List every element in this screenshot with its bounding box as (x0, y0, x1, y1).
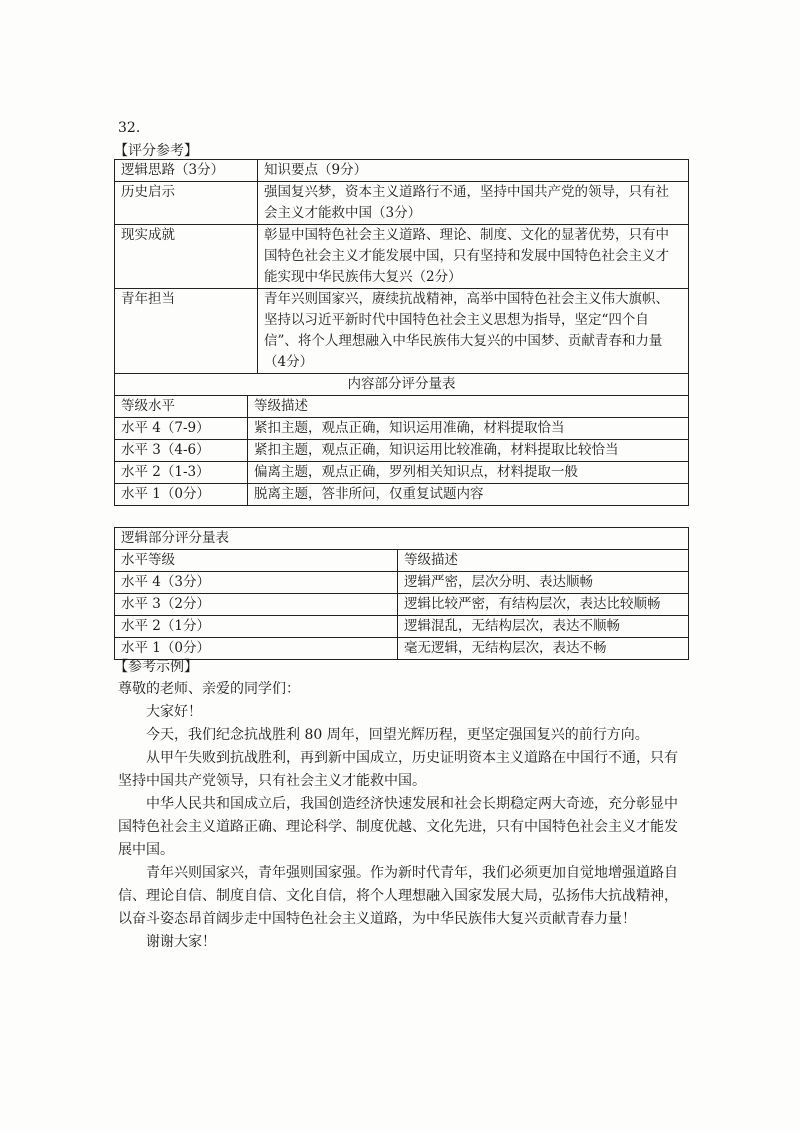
knowledge-points-table (114, 159, 689, 374)
table-header-row (115, 396, 689, 418)
table-row (115, 594, 689, 616)
table-row (115, 289, 689, 374)
table-header-row (115, 550, 689, 572)
table-row (115, 572, 689, 594)
table-row (115, 440, 689, 462)
table-caption: 逻辑部分评分量表 (115, 528, 689, 550)
row-label: 现实成就 (115, 225, 258, 289)
table-row (115, 418, 689, 440)
desc-cell: 逻辑严密，层次分明、表达顺畅 (398, 572, 689, 594)
speech-paragraph: 从甲午失败到抗战胜利，再到新中国成立，历史证明资本主义道路在中国行不通，只有坚持中国共产党领导，只有社会主义才能救中国。 (118, 750, 678, 789)
table-row (115, 638, 689, 660)
level-cell: 水平 1（0分） (115, 638, 398, 660)
level-cell: 水平 2（1-3） (115, 462, 248, 484)
row-label: 青年担当 (115, 289, 258, 374)
desc-cell: 毫无逻辑，无结构层次，表达不畅 (398, 638, 689, 660)
row-content: 彰显中国特色社会主义道路、理论、制度、文化的显著优势，只有中国特色社会主义才能发展中国，只有坚持和发展中国特色社会主义才能实现中华民族伟大复兴（2分） (258, 225, 689, 289)
level-cell: 水平 2（1分） (115, 616, 398, 638)
speech-paragraph: 青年兴则国家兴，青年强则国家强。作为新时代青年，我们必须更加自觉地增强道路自信、理论自信、制度自信、文化自信，将个人理想融入国家发展大局，弘扬伟大抗战精神，以奋斗姿态昂首阔步走中国特色社会主义道路，为中华民族伟大复兴贡献青春力量！ (118, 865, 678, 927)
table-header-cell: 水平等级 (115, 550, 398, 572)
table-caption-row (115, 528, 689, 550)
level-cell: 水平 3（4-6） (115, 440, 248, 462)
desc-cell: 偏离主题，观点正确，罗列相关知识点，材料提取一般 (248, 462, 689, 484)
row-content: 青年兴则国家兴，赓续抗战精神，高举中国特色社会主义伟大旗帜、坚持以习近平新时代中国特色社会主义思想为指导，坚定“四个自信”、将个人理想融入中华民族伟大复兴的中国梦、贡献青春和力量（4分） (258, 289, 689, 374)
level-cell: 水平 1（0分） (115, 484, 248, 506)
table-row (115, 616, 689, 638)
speech-paragraph: 大家好！ (146, 704, 202, 720)
desc-cell: 脱离主题，答非所问，仅重复试题内容 (248, 484, 689, 506)
example-label: 【参考示例】 (114, 659, 198, 675)
table-header-cell: 等级描述 (248, 396, 689, 418)
speech-paragraph: 谢谢大家！ (146, 934, 216, 950)
question-number: 32. (118, 120, 141, 136)
salutation: 尊敬的老师、亲爱的同学们： (118, 681, 300, 697)
table-header-cell: 等级水平 (115, 396, 248, 418)
table-header-cell: 等级描述 (398, 550, 689, 572)
table-header-cell: 逻辑思路（3分） (115, 160, 258, 182)
table-header-row (115, 160, 689, 182)
scoring-reference-label: 【评分参考】 (114, 143, 198, 159)
desc-cell: 逻辑比较严密，有结构层次，表达比较顺畅 (398, 594, 689, 616)
logic-rubric-table (114, 527, 689, 660)
speech-paragraph: 中华人民共和国成立后，我国创造经济快速发展和社会长期稳定两大奇迹，充分彰显中国特色社会主义道路正确、理论科学、制度优越、文化先进，只有中国特色社会主义才能发展中国。 (118, 796, 678, 858)
desc-cell: 逻辑混乱，无结构层次，表达不顺畅 (398, 616, 689, 638)
table-row (115, 182, 689, 225)
desc-cell: 紧扣主题，观点正确，知识运用比较准确，材料提取比较恰当 (248, 440, 689, 462)
desc-cell: 紧扣主题，观点正确，知识运用准确，材料提取恰当 (248, 418, 689, 440)
level-cell: 水平 4（7-9） (115, 418, 248, 440)
example-speech (118, 678, 688, 954)
table-caption: 内容部分评分量表 (115, 374, 689, 396)
content-rubric-table (114, 373, 689, 506)
row-content: 强国复兴梦，资本主义道路行不通，坚持中国共产党的领导，只有社会主义才能救中国（3分） (258, 182, 689, 225)
table-row (115, 462, 689, 484)
speech-paragraph: 今天，我们纪念抗战胜利 80 周年，回望光辉历程，更坚定强国复兴的前行方向。 (146, 727, 649, 743)
table-row (115, 484, 689, 506)
level-cell: 水平 3（2分） (115, 594, 398, 616)
table-header-cell: 知识要点（9分） (258, 160, 689, 182)
table-caption-row (115, 374, 689, 396)
row-label: 历史启示 (115, 182, 258, 225)
level-cell: 水平 4（3分） (115, 572, 398, 594)
table-row (115, 225, 689, 289)
